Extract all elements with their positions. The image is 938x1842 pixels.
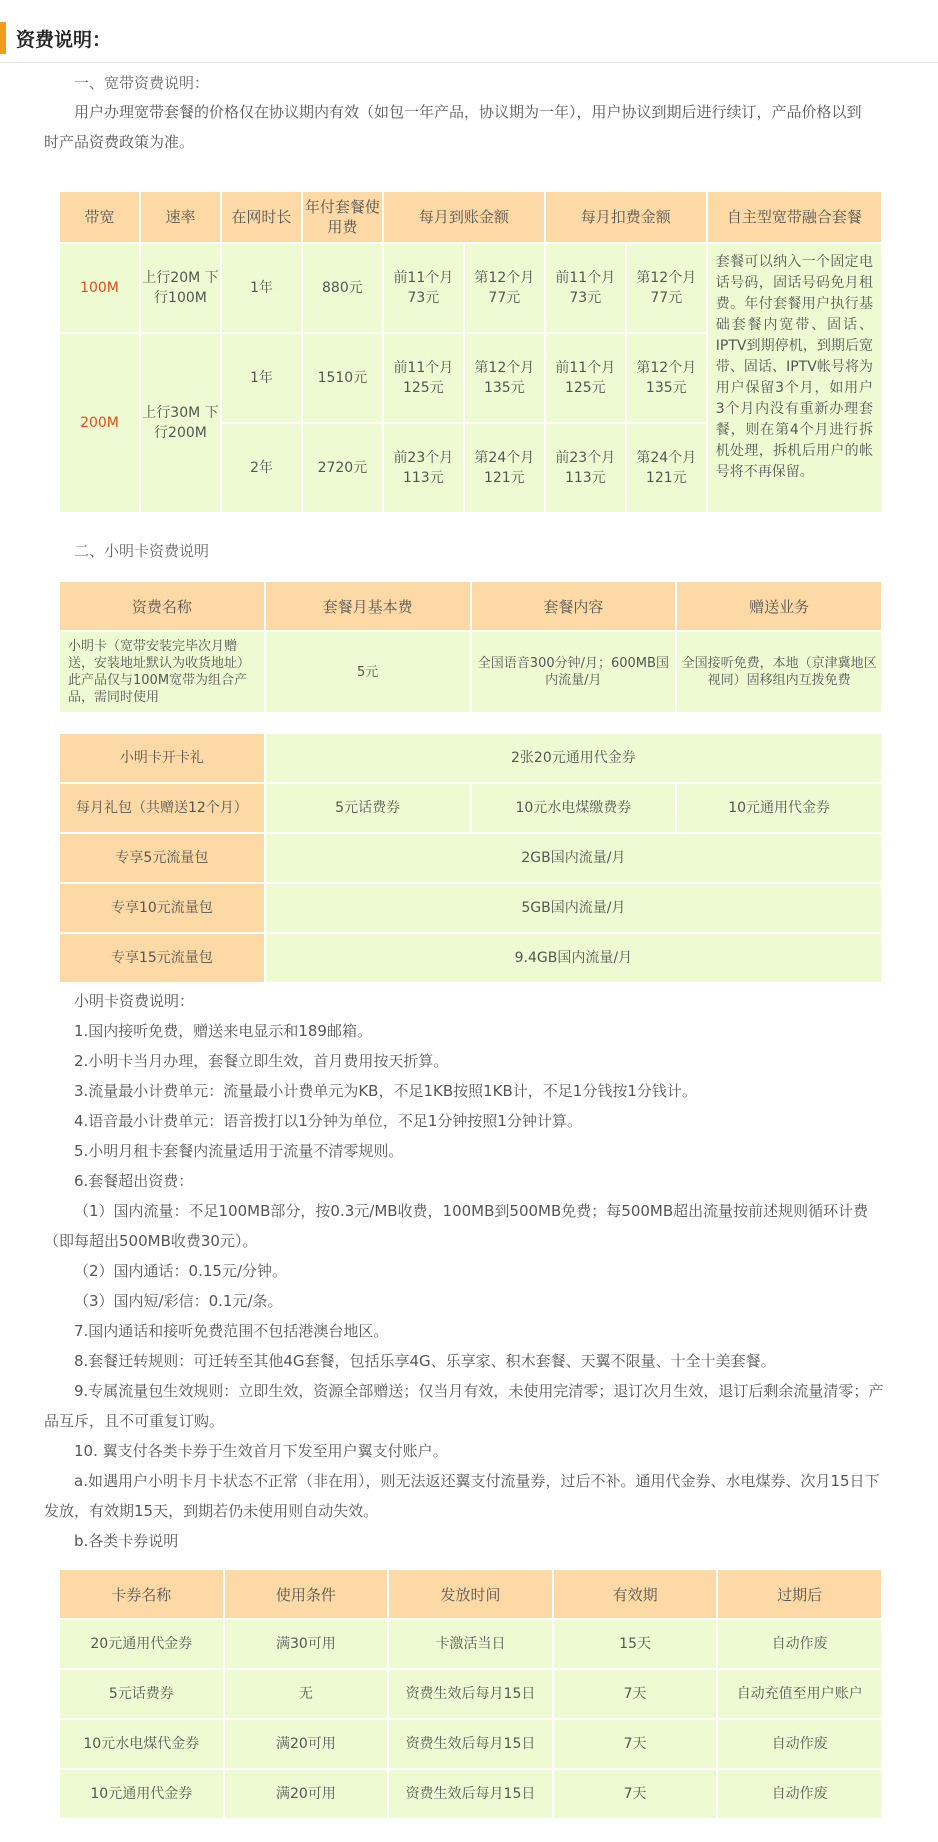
note-item: 4.语音最小计费单元：语音拨打以1分钟为单位，不足1分钟按照1分钟计算。 <box>74 1112 582 1130</box>
col-annual-fee: 年付套餐使用费 <box>303 192 382 242</box>
deduct-cell: 前11个月 125元 <box>546 334 625 422</box>
perk-value: 2张20元通用代金券 <box>266 734 881 782</box>
note-item: 10. 翼支付各类卡券于生效首月下发至用户翼支付账户。 <box>74 1442 448 1460</box>
bandwidth-cell: 200M <box>60 334 139 512</box>
term-cell: 1年 <box>222 244 301 332</box>
perk-value: 9.4GB国内流量/月 <box>266 934 881 982</box>
note-item: 2.小明卡当月办理，套餐立即生效，首月费用按天折算。 <box>74 1052 449 1070</box>
coupon-cell: 卡激活当日 <box>389 1620 552 1668</box>
perk-value: 2GB国内流量/月 <box>266 834 881 882</box>
credit-cell: 第12个月 77元 <box>465 244 544 332</box>
coupon-cell: 10元通用代金券 <box>60 1770 223 1818</box>
note-item: （1）国内流量：不足100MB部分，按0.3元/MB收费，100MB到500MB免费；每500MB超出流量按前述规则循环计费（即每超出500MB收费30元）。 <box>44 1202 869 1250</box>
coupon-cell: 满30可用 <box>225 1620 388 1668</box>
col-base-fee: 套餐月基本费 <box>266 582 470 630</box>
perk-label: 专享10元流量包 <box>60 884 264 932</box>
card-content-cell: 全国语音300分钟/月；600MB国内流量/月 <box>472 632 676 712</box>
deduct-cell: 第12个月 135元 <box>627 334 706 422</box>
card-table <box>58 580 883 714</box>
note-item: 3.流量最小计费单元：流量最小计费单元为KB，不足1KB按照1KB计，不足1分钱按1分钱计。 <box>74 1082 697 1100</box>
perk-value: 10元通用代金券 <box>677 784 881 832</box>
coupon-cell: 7天 <box>554 1670 717 1718</box>
fusion-note: 套餐可以纳入一个固定电话号码，固话号码免月租费。年付套餐用户执行基础套餐内宽带、固话、IPTV到期停机，到期后宽带、固话、IPTV帐号将为用户保留3个月，如用户3个月内没有重新办理套餐，则在第4个月进行拆机处理，拆机后用户的帐号将不再保留。 <box>708 244 881 512</box>
note-item: 6.套餐超出资费： <box>74 1172 194 1190</box>
speed-cell: 上行30M 下行200M <box>141 334 220 512</box>
coupon-cell: 7天 <box>554 1770 717 1818</box>
table-row <box>60 834 881 882</box>
note-item: 9.专属流量包生效规则：立即生效，资源全部赠送；仅当月有效，未使用完清零；退订次月生效，退订后剩余流量清零；产品互斥，且不可重复订购。 <box>44 1382 884 1430</box>
perk-value: 10元水电煤缴费券 <box>472 784 676 832</box>
table-row <box>60 934 881 982</box>
perk-label: 专享5元流量包 <box>60 834 264 882</box>
coupon-cell: 5元话费券 <box>60 1670 223 1718</box>
coupon-cell: 7天 <box>554 1720 717 1768</box>
coupon-cell: 满20可用 <box>225 1770 388 1818</box>
col-speed: 速率 <box>141 192 220 242</box>
coupon-cell: 10元水电煤代金券 <box>60 1720 223 1768</box>
broadband-heading: 一、宽带资费说明： <box>74 74 210 92</box>
note-item: a.如遇用户小明卡月卡状态不正常（非在用），则无法返还翼支付流量券，过后不补。通用代金券、水电煤券、次月15日下发放，有效期15天，到期若仍未使用则自动失效。 <box>44 1472 880 1520</box>
perk-value: 5GB国内流量/月 <box>266 884 881 932</box>
col-validity: 有效期 <box>554 1570 717 1618</box>
broadband-table <box>58 190 883 514</box>
note-item: （3）国内短/彩信：0.1元/条。 <box>74 1292 283 1310</box>
broadband-intro: 用户办理宽带套餐的价格仅在协议期内有效（如包一年产品，协议期为一年），用户协议到期后进行续订，产品价格以到时产品资费政策为准。 <box>44 103 862 151</box>
note-item: 5.小明月租卡套餐内流量适用于流量不清零规则。 <box>74 1142 404 1160</box>
fee-cell: 880元 <box>303 244 382 332</box>
coupon-cell: 资费生效后每月15日 <box>389 1670 552 1718</box>
table-row <box>60 784 881 832</box>
card-heading: 二、小明卡资费说明 <box>74 542 210 560</box>
coupon-cell: 自动作废 <box>718 1620 881 1668</box>
credit-cell: 前11个月 73元 <box>384 244 463 332</box>
coupon-cell: 自动充值至用户账户 <box>718 1670 881 1718</box>
term-cell: 2年 <box>222 424 301 512</box>
credit-cell: 前11个月 125元 <box>384 334 463 422</box>
coupon-cell: 15天 <box>554 1620 717 1668</box>
coupon-cell: 资费生效后每月15日 <box>389 1770 552 1818</box>
accent-bar <box>0 22 6 54</box>
speed-cell: 上行20M 下行100M <box>141 244 220 332</box>
term-cell: 1年 <box>222 334 301 422</box>
deduct-cell: 第12个月 77元 <box>627 244 706 332</box>
card-fee-cell: 5元 <box>266 632 470 712</box>
coupon-cell: 20元通用代金券 <box>60 1620 223 1668</box>
deduct-cell: 前23个月 113元 <box>546 424 625 512</box>
note-item: 8.套餐迁转规则：可迁转至其他4G套餐，包括乐享4G、乐享家、积木套餐、天翼不限量、十全十美套餐。 <box>74 1352 776 1370</box>
note-item: （2）国内通话：0.15元/分钟。 <box>74 1262 287 1280</box>
col-after-expiry: 过期后 <box>718 1570 881 1618</box>
col-fusion-package: 自主型宽带融合套餐 <box>708 192 881 242</box>
col-bandwidth: 带宽 <box>60 192 139 242</box>
col-content: 套餐内容 <box>472 582 676 630</box>
bandwidth-cell: 100M <box>60 244 139 332</box>
col-coupon-name: 卡券名称 <box>60 1570 223 1618</box>
header-divider <box>0 62 938 63</box>
col-monthly-credit: 每月到账金额 <box>384 192 544 242</box>
coupons-table <box>58 1568 883 1820</box>
table-row <box>60 1670 881 1718</box>
perk-value: 5元话费券 <box>266 784 470 832</box>
table-row <box>60 632 881 712</box>
deduct-cell: 第24个月 121元 <box>627 424 706 512</box>
perks-table <box>58 732 883 984</box>
note-item: b.各类卡券说明 <box>74 1532 179 1550</box>
card-gift-cell: 全国接听免费，本地（京津冀地区视同）固移组内互拨免费 <box>677 632 881 712</box>
notes-title: 小明卡资费说明： <box>74 992 195 1010</box>
col-gift: 赠送业务 <box>677 582 881 630</box>
section-header <box>0 22 111 54</box>
col-tariff-name: 资费名称 <box>60 582 264 630</box>
coupon-cell: 满20可用 <box>225 1720 388 1768</box>
col-term: 在网时长 <box>222 192 301 242</box>
table-row <box>60 244 881 332</box>
card-name-cell: 小明卡（宽带安装完毕次月赠送，安装地址默认为收货地址）此产品仅与100M宽带为组合产品，需同时使用 <box>60 632 264 712</box>
deduct-cell: 前11个月 73元 <box>546 244 625 332</box>
coupon-cell: 自动作废 <box>718 1720 881 1768</box>
note-item: 7.国内通话和接听免费范围不包括港澳台地区。 <box>74 1322 389 1340</box>
perk-label: 每月礼包（共赠送12个月） <box>60 784 264 832</box>
table-row <box>60 1620 881 1668</box>
note-item: 1.国内接听免费，赠送来电显示和189邮箱。 <box>74 1022 372 1040</box>
table-row <box>60 1770 881 1818</box>
perk-label: 专享15元流量包 <box>60 934 264 982</box>
fee-cell: 2720元 <box>303 424 382 512</box>
table-row <box>60 734 881 782</box>
col-condition: 使用条件 <box>225 1570 388 1618</box>
fee-cell: 1510元 <box>303 334 382 422</box>
credit-cell: 前23个月 113元 <box>384 424 463 512</box>
coupon-cell: 无 <box>225 1670 388 1718</box>
page-title: 资费说明： <box>16 28 112 51</box>
table-row <box>60 884 881 932</box>
credit-cell: 第12个月 135元 <box>465 334 544 422</box>
perk-label: 小明卡开卡礼 <box>60 734 264 782</box>
col-issue-time: 发放时间 <box>389 1570 552 1618</box>
coupon-cell: 自动作废 <box>718 1770 881 1818</box>
table-row <box>60 1720 881 1768</box>
col-monthly-deduct: 每月扣费金额 <box>546 192 706 242</box>
credit-cell: 第24个月 121元 <box>465 424 544 512</box>
coupon-cell: 资费生效后每月15日 <box>389 1720 552 1768</box>
